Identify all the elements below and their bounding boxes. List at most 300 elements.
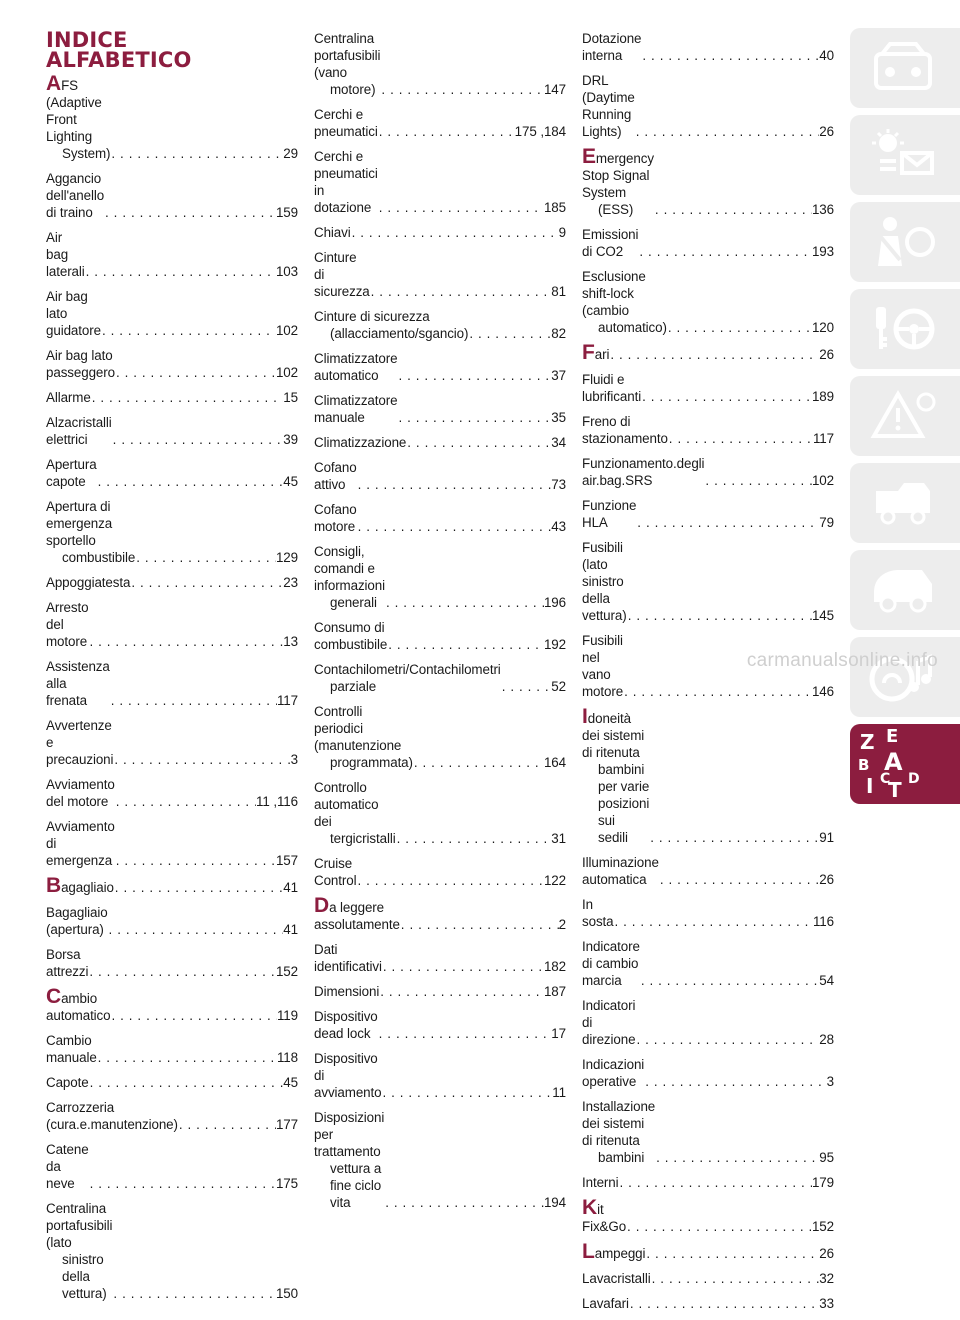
index-entry-title <box>46 1099 178 1133</box>
page-number: 91 <box>819 830 834 845</box>
index-entry[interactable] <box>314 1050 566 1101</box>
index-entry-title <box>46 874 114 897</box>
index-entry-title <box>582 1196 627 1235</box>
index-entry[interactable] <box>582 1240 834 1263</box>
index-entry-line: agagliaio <box>61 880 114 895</box>
index-entry-line: Cofano motore <box>314 502 357 534</box>
index-entry[interactable] <box>582 413 834 447</box>
index-entry-line: Lavafari <box>582 1296 629 1311</box>
index-entry-line: Catene da neve <box>46 1142 89 1191</box>
index-entry-title <box>46 818 115 869</box>
index-entry-line: Cinture di sicurezza <box>314 309 430 324</box>
index-entry[interactable] <box>314 434 566 451</box>
leader-dots <box>97 1049 277 1066</box>
seatbelt-airbag-icon <box>868 214 938 270</box>
index-entry[interactable] <box>582 854 834 888</box>
leader-dots <box>384 1194 544 1211</box>
index-entry-title <box>314 855 356 889</box>
page-number: 152 <box>275 964 298 979</box>
index-tab-letter: B <box>858 756 870 774</box>
index-entry[interactable] <box>582 997 834 1048</box>
index-entry-title <box>314 703 413 771</box>
leader-dots <box>644 1073 826 1090</box>
index-entry-title <box>46 72 111 162</box>
page-number: 26 <box>819 347 834 362</box>
page-number: 175 ,184 <box>514 124 566 139</box>
page-number: 129 <box>275 550 298 565</box>
index-entry-title <box>46 1200 112 1302</box>
leader-dots <box>351 224 559 241</box>
leader-dots <box>178 1116 276 1133</box>
index-entry-line: Air bag lato passeggero <box>46 348 115 380</box>
page-number: 194 <box>543 1195 566 1210</box>
index-entry-line: Cambio manuale <box>46 1033 97 1065</box>
index-entry-line: Dispositivo di avviamento <box>314 1051 382 1100</box>
page-number: 54 <box>819 973 834 988</box>
leader-dots <box>635 1031 819 1048</box>
leader-dots <box>501 678 552 695</box>
leader-dots <box>91 389 284 406</box>
tab-starting-driving[interactable] <box>850 289 960 369</box>
leader-dots <box>651 1270 820 1287</box>
index-entry[interactable] <box>582 1098 834 1166</box>
page-number: 177 <box>275 1117 298 1132</box>
index-letter-initial: A <box>46 72 62 95</box>
index-entry[interactable] <box>314 459 566 493</box>
index-entry-line: DRL (Daytime Running Lights) <box>582 73 635 139</box>
index-entry[interactable] <box>314 148 566 216</box>
alphabetical-index-icon <box>850 724 960 804</box>
index-entry-line: parziale <box>330 679 377 694</box>
index-entry[interactable] <box>314 392 566 426</box>
index-entry[interactable] <box>582 30 834 64</box>
page-number: 164 <box>543 755 566 770</box>
index-entry[interactable] <box>582 1056 834 1090</box>
index-entry[interactable] <box>314 941 566 975</box>
index-entry-title <box>314 619 387 653</box>
index-entry-line: Carrozzeria (cura.e.manutenzione) <box>46 1100 178 1132</box>
index-entry-line: (allacciamento/sgancio) <box>330 326 469 341</box>
index-entry-line: Indicatori di direzione <box>582 998 636 1047</box>
tab-dashboard[interactable] <box>850 28 960 108</box>
index-entry[interactable] <box>314 894 566 933</box>
page-number: 145 <box>811 608 834 623</box>
page-number: 43 <box>551 519 566 534</box>
index-entry-line: In sosta <box>582 897 614 929</box>
page-number: 136 <box>811 202 834 217</box>
index-entry-line: Contachilometri/Contachilometri <box>314 662 501 677</box>
tab-warning-lights[interactable] <box>850 115 960 195</box>
index-entry[interactable] <box>314 983 566 1000</box>
index-entry-line: generali <box>330 595 377 610</box>
leader-dots <box>115 364 276 381</box>
index-entry-line: it Fix&Go <box>582 1202 627 1234</box>
index-entry-line: Esclusione shift-lock (cambio <box>582 269 646 318</box>
index-entry[interactable] <box>582 145 834 218</box>
index-entry-line: Dispositivo dead lock <box>314 1009 378 1041</box>
index-entry-title <box>46 414 112 448</box>
index-entry[interactable] <box>582 896 834 930</box>
page-number: 2 <box>558 917 566 932</box>
index-entry[interactable] <box>46 170 298 221</box>
page-number: 147 <box>543 82 566 97</box>
index-entry[interactable] <box>46 1099 298 1133</box>
index-letter-initial: D <box>314 894 330 917</box>
leader-dots <box>629 1295 819 1312</box>
page-number: 102 <box>275 323 298 338</box>
page-number: 26 <box>819 1246 834 1261</box>
index-entry-title <box>314 661 501 695</box>
index-entry-title <box>46 717 113 768</box>
index-entry[interactable] <box>582 705 834 846</box>
index-entry-title <box>582 371 641 405</box>
page-number: 95 <box>819 1150 834 1165</box>
leader-dots <box>635 123 820 140</box>
index-entry[interactable] <box>582 455 834 489</box>
index-entry-line: Indicazioni operative <box>582 1057 645 1089</box>
page-number: 40 <box>819 48 834 63</box>
index-entry-line: Controllo automatico dei <box>314 780 379 829</box>
index-entry[interactable] <box>46 776 298 810</box>
page-number: 41 <box>283 880 298 895</box>
leader-dots <box>112 431 284 448</box>
index-entry[interactable] <box>314 703 566 771</box>
index-entry-title <box>582 1270 651 1287</box>
index-entry[interactable] <box>314 249 566 300</box>
index-entry[interactable] <box>46 717 298 768</box>
page-number: 9 <box>558 225 566 240</box>
index-entry[interactable] <box>46 904 298 938</box>
page-number: 32 <box>819 1271 834 1286</box>
leader-dots <box>357 518 552 535</box>
leader-dots <box>641 47 819 64</box>
index-entry-line: mergency Stop Signal System <box>582 151 654 200</box>
index-entry[interactable] <box>46 288 298 339</box>
leader-dots <box>101 322 276 339</box>
index-entry-title <box>46 946 88 980</box>
index-entry-title <box>314 392 397 426</box>
index-entry[interactable] <box>314 106 566 140</box>
index-entry-line: Appoggiatesta <box>46 575 131 590</box>
index-tab-letter: I <box>866 774 874 798</box>
leader-dots <box>381 1084 552 1101</box>
index-entry-title <box>46 776 115 810</box>
index-entry[interactable] <box>582 539 834 624</box>
leader-dots <box>97 473 284 490</box>
index-entry[interactable] <box>314 350 566 384</box>
leader-dots <box>85 263 276 280</box>
leader-dots <box>397 367 551 384</box>
index-entry-title <box>582 705 650 846</box>
page-number: 11 <box>552 1085 566 1100</box>
leader-dots <box>382 958 544 975</box>
index-entry-title <box>582 997 635 1048</box>
leader-dots <box>654 201 812 218</box>
leader-dots <box>413 754 544 771</box>
index-entry[interactable] <box>314 779 566 847</box>
tab-alphabetical-index[interactable] <box>850 724 960 804</box>
index-entry[interactable] <box>46 874 298 897</box>
index-tab-letter: E <box>886 726 899 747</box>
technical-specs-icon <box>868 562 938 618</box>
page-number: 193 <box>811 244 834 259</box>
index-entry[interactable] <box>46 72 298 162</box>
leader-dots <box>130 574 283 591</box>
page-number: 120 <box>811 320 834 335</box>
leader-dots <box>400 916 559 933</box>
index-entry-title <box>582 226 638 260</box>
index-entry-line: Avviamento del motore <box>46 777 115 809</box>
index-entry-title <box>314 148 378 216</box>
page-number: 117 <box>812 431 834 446</box>
index-entry-line: sinistro della vettura) <box>62 1252 107 1301</box>
chapter-tabs <box>850 28 960 811</box>
page-number: 41 <box>283 922 298 937</box>
index-entry-line: Climatizzazione <box>314 435 407 450</box>
index-entry-line: doneità dei sistemi di ritenuta <box>582 711 645 760</box>
index-entry[interactable] <box>314 1109 566 1211</box>
page-number: 45 <box>283 1075 298 1090</box>
index-entry-title <box>314 1050 381 1101</box>
index-entry[interactable] <box>582 341 834 364</box>
index-entry[interactable] <box>46 389 298 406</box>
page-number: 157 <box>275 853 298 868</box>
watermark: carmanualsonline.info <box>746 650 938 671</box>
page-number: 35 <box>551 410 566 425</box>
index-entry[interactable] <box>46 498 298 566</box>
index-entry[interactable] <box>582 1295 834 1312</box>
index-entry[interactable] <box>582 72 834 140</box>
leader-dots <box>114 879 284 896</box>
page-number: 182 <box>543 959 566 974</box>
car-dashboard-icon <box>868 40 938 96</box>
leader-dots <box>397 409 551 426</box>
leader-dots <box>406 434 551 451</box>
index-tab-letter: D <box>908 771 920 787</box>
index-entry-title <box>314 224 351 241</box>
leader-dots <box>659 871 819 888</box>
index-entry-line: Air bag laterali <box>46 230 85 279</box>
index-entry[interactable] <box>46 1200 298 1302</box>
page-number: 187 <box>543 984 566 999</box>
index-tab-letter: C <box>880 771 891 787</box>
page-number: 196 <box>543 595 566 610</box>
index-letter-initial: C <box>46 985 62 1008</box>
index-entry[interactable] <box>582 938 834 989</box>
index-entry[interactable] <box>46 456 298 490</box>
index-entry-title <box>46 904 108 938</box>
index-entry[interactable] <box>46 946 298 980</box>
index-entry-title <box>314 308 468 342</box>
index-entry[interactable] <box>314 1008 566 1042</box>
index-entry-line: Dati identificativi <box>314 942 382 974</box>
page-number: 118 <box>276 1050 298 1065</box>
page-title <box>46 30 192 70</box>
index-entry-line: Cerchi e pneumatici in dotazione <box>314 149 378 215</box>
leader-dots <box>626 1218 812 1235</box>
index-entry-line: Aggancio dell'anello di traino <box>46 171 105 220</box>
page-number: 34 <box>551 435 566 450</box>
index-entry-line: automatico) <box>598 320 667 335</box>
index-entry-title <box>314 501 357 535</box>
page-number: 29 <box>283 146 298 161</box>
index-entry[interactable] <box>46 229 298 280</box>
index-entry-line: (ESS) <box>598 202 634 217</box>
index-entry[interactable] <box>46 658 298 709</box>
index-entry-line: Allarme <box>46 390 91 405</box>
index-entry-title <box>582 341 610 364</box>
leader-dots <box>110 692 277 709</box>
index-entry-line: Fluidi e lubrificanti <box>582 372 642 404</box>
index-entry-line: programmata) <box>330 755 413 770</box>
maintenance-wrench-icon <box>868 475 938 531</box>
page-number: 17 <box>551 1026 566 1041</box>
index-entry-line: Apertura di emergenza sportello <box>46 499 113 548</box>
index-entry-line: a leggere assolutamente <box>314 900 400 932</box>
index-entry-title <box>46 288 101 339</box>
index-entry[interactable] <box>582 1270 834 1287</box>
tab-maintenance[interactable] <box>850 463 960 543</box>
index-entry-title <box>46 170 104 221</box>
page-number: 122 <box>543 873 566 888</box>
index-entry[interactable] <box>314 501 566 535</box>
index-entry[interactable] <box>46 818 298 869</box>
index-entry[interactable] <box>582 497 834 531</box>
index-entry-line: FS (Adaptive Front Lighting <box>46 78 102 144</box>
index-entry-line: Climatizzatore manuale <box>314 393 398 425</box>
tab-safety[interactable] <box>850 202 960 282</box>
leader-dots <box>385 594 544 611</box>
index-letter-initial: L <box>582 1240 595 1263</box>
index-entry-title <box>314 1109 384 1211</box>
index-entry-line: Dotazione interna <box>582 31 642 63</box>
leader-dots <box>614 913 813 930</box>
index-entry[interactable] <box>314 30 566 98</box>
index-entry[interactable] <box>582 226 834 260</box>
index-entry-line: bambini per varie posizioni sui <box>598 762 650 828</box>
page-number: 185 <box>543 200 566 215</box>
index-entry-line: Centralina portafusibili (lato <box>46 1201 113 1250</box>
index-entry-line: Funzione HLA <box>582 498 637 530</box>
leader-dots <box>655 1149 819 1166</box>
index-entry[interactable] <box>46 347 298 381</box>
index-entry[interactable] <box>314 224 566 241</box>
index-entry[interactable] <box>46 985 298 1024</box>
index-entry[interactable] <box>46 599 298 650</box>
page-number: 39 <box>283 432 298 447</box>
index-entry-line: Apertura capote <box>46 457 97 489</box>
page-number: 15 <box>283 390 298 405</box>
leader-dots <box>396 830 552 847</box>
index-entry-line: Chiavi <box>314 225 351 240</box>
index-entry-line: Illuminazione automatica <box>582 855 659 887</box>
index-entry-line: Consumo di combustibile <box>314 620 388 652</box>
index-entry-title <box>46 1141 89 1192</box>
index-entry-title <box>314 983 379 1000</box>
index-entry[interactable] <box>314 661 566 695</box>
page-number: 37 <box>551 368 566 383</box>
index-entry-line: Assistenza alla frenata <box>46 659 110 708</box>
index-entry-line: bambini <box>598 1150 645 1165</box>
index-entry[interactable] <box>582 1196 834 1235</box>
index-column-3 <box>582 30 834 1320</box>
index-entry-line: Borsa attrezzi <box>46 947 89 979</box>
index-entry-title <box>582 413 668 447</box>
index-entry-line: Cerchi e pneumatici <box>314 107 378 139</box>
index-entry[interactable] <box>314 543 566 611</box>
index-entry[interactable] <box>46 414 298 448</box>
leader-dots <box>378 199 544 216</box>
leader-dots <box>640 972 819 989</box>
index-entry-line: Funzionamento.degli air.bag.SRS <box>582 456 705 488</box>
emergency-triangle-icon <box>868 388 938 444</box>
index-entry-title <box>582 539 627 624</box>
index-entry-title <box>46 574 130 591</box>
page-number: 116 <box>812 914 834 929</box>
index-entry-title <box>314 941 382 975</box>
index-entry-title <box>582 854 659 888</box>
leader-dots <box>704 472 812 489</box>
tab-specs[interactable] <box>850 550 960 630</box>
page-title-line2: ALFABETICO <box>46 48 192 72</box>
key-steering-wheel-icon <box>868 301 938 357</box>
index-entry[interactable] <box>314 619 566 653</box>
index-entry-title <box>46 389 91 406</box>
leader-dots <box>378 123 515 140</box>
leader-dots <box>89 1175 276 1192</box>
page-number: 175 <box>275 1176 298 1191</box>
index-column-1 <box>46 73 298 1310</box>
index-entry-line: Avvertenze e precauzioni <box>46 718 114 767</box>
index-entry[interactable] <box>46 1074 298 1091</box>
page-number: 26 <box>819 872 834 887</box>
index-entry-line: Interni <box>582 1175 619 1190</box>
index-entry[interactable] <box>314 855 566 889</box>
page-number: 33 <box>819 1296 834 1311</box>
index-tab-letter: A <box>884 748 903 776</box>
warning-lights-icon <box>868 127 938 183</box>
index-entry-title <box>46 456 97 490</box>
index-letter-initial: I <box>582 705 588 728</box>
index-entry[interactable] <box>582 268 834 336</box>
leader-dots <box>378 1025 552 1042</box>
leader-dots <box>387 636 544 653</box>
index-entry-title <box>46 1074 89 1091</box>
leader-dots <box>645 1245 819 1262</box>
index-entry[interactable] <box>46 1141 298 1192</box>
tab-emergency[interactable] <box>850 376 960 456</box>
tab-multimedia[interactable] <box>850 637 960 717</box>
index-entry-line: Avviamento di emergenza <box>46 819 115 868</box>
index-entry[interactable] <box>314 308 566 342</box>
index-entry-line: Dimensioni <box>314 984 380 999</box>
leader-dots <box>112 1285 276 1302</box>
leader-dots <box>609 346 819 363</box>
index-entry-title <box>582 896 614 930</box>
index-entry[interactable] <box>582 371 834 405</box>
index-entry-line: motore) <box>330 82 376 97</box>
index-entry[interactable] <box>46 574 298 591</box>
index-entry-line: Fusibili nel vano motore <box>582 633 624 699</box>
page-number: 82 <box>551 326 566 341</box>
index-entry[interactable] <box>582 1174 834 1191</box>
index-entry-title <box>582 145 654 218</box>
index-entry-title <box>314 543 385 611</box>
index-letter-initial: B <box>46 874 62 897</box>
page-number: 103 <box>275 264 298 279</box>
index-entry-title <box>46 985 111 1024</box>
index-entry[interactable] <box>46 1032 298 1066</box>
